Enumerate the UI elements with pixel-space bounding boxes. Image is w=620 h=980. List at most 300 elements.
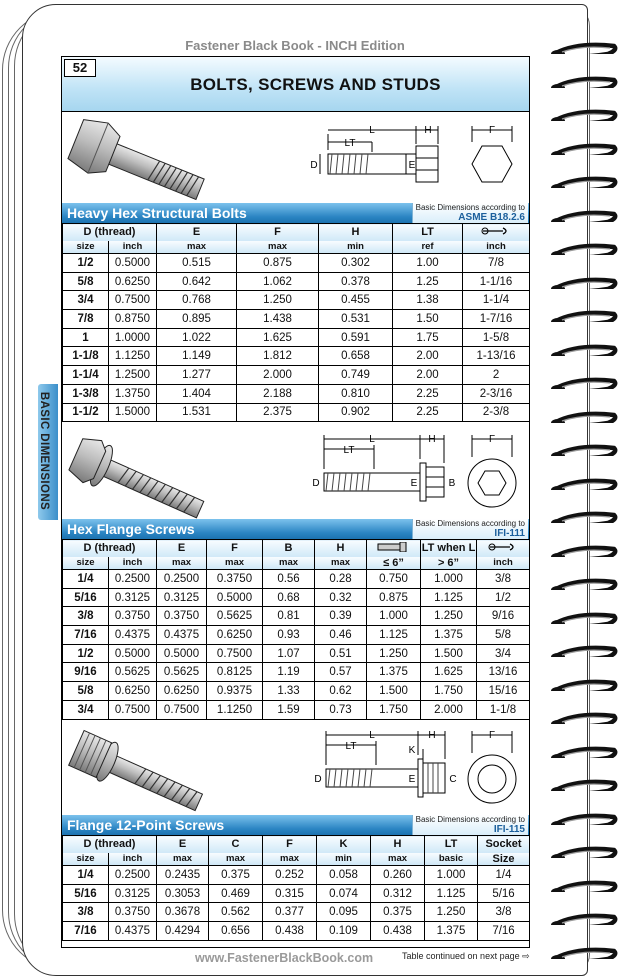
binding-coil — [548, 74, 620, 88]
12pt-end-view — [468, 731, 516, 803]
th-d-thread: D (thread) — [63, 540, 157, 557]
th-wrench-inch: inch — [463, 241, 530, 254]
cell-value: 0.6250 — [109, 682, 157, 701]
hex-flange-body — [63, 570, 530, 720]
cell-value: 3/8 — [478, 903, 530, 922]
th-f: F — [207, 540, 263, 557]
cell-size: 1-1/8 — [63, 347, 109, 366]
label-L: L — [369, 434, 375, 445]
cell-value: 1-1/8 — [477, 700, 530, 719]
th-b-max: max — [263, 557, 315, 570]
cell-value: 7/16 — [478, 922, 530, 941]
cell-value: 0.656 — [209, 922, 263, 941]
hex-flange-row — [63, 607, 530, 626]
cell-value: 0.642 — [157, 272, 237, 291]
cell-value: 1.59 — [263, 700, 315, 719]
heavy-hex-title: Heavy Hex Structural Bolts — [67, 205, 247, 221]
cell-value: 1.404 — [157, 384, 237, 403]
cell-value: 1.062 — [237, 272, 319, 291]
binding-coil — [548, 409, 620, 423]
content-frame — [61, 56, 530, 948]
th-e-max: max — [157, 241, 237, 254]
cell-value: 0.377 — [263, 903, 317, 922]
label-H: H — [428, 730, 436, 741]
hex-bolt-illustration — [66, 114, 210, 203]
hex-flange-row — [63, 663, 530, 682]
cell-size: 3/8 — [63, 903, 109, 922]
cell-value: 0.260 — [371, 866, 425, 885]
cell-value: 1.125 — [367, 626, 421, 645]
binding-coil — [548, 174, 620, 188]
binding-coil — [548, 710, 620, 724]
binding-coil — [548, 275, 620, 289]
cell-value: 0.3125 — [109, 588, 157, 607]
flange-12pt-diagram — [62, 723, 529, 815]
footer-url[interactable]: www.FastenerBlackBook.com — [195, 951, 374, 965]
heavy-hex-row — [63, 310, 530, 329]
std-prefix: Basic Dimensions according to — [415, 815, 525, 824]
hex-flange-row — [63, 570, 530, 589]
binding-coil — [548, 241, 620, 255]
cell-value: 2.000 — [237, 366, 319, 385]
cell-value: 0.3750 — [157, 607, 207, 626]
cell-size: 5/16 — [63, 884, 109, 903]
binding-coil — [548, 844, 620, 858]
binding-coil — [548, 308, 620, 322]
th-h-max: max — [371, 853, 425, 866]
cell-size: 7/16 — [63, 922, 109, 941]
cell-value: 1.1250 — [109, 347, 157, 366]
cell-value: 2-3/8 — [463, 403, 530, 422]
cell-value: 1.000 — [367, 607, 421, 626]
cell-value: 2 — [463, 366, 530, 385]
flange-12pt-standard — [412, 815, 528, 835]
cell-value: 0.32 — [315, 588, 367, 607]
cell-value: 1.375 — [421, 626, 477, 645]
cell-value: 0.62 — [315, 682, 367, 701]
flange-12pt-row — [63, 884, 530, 903]
th-lt-le6: ≤ 6” — [367, 557, 421, 570]
cell-value: 0.5000 — [109, 254, 157, 273]
cell-value: 0.39 — [315, 607, 367, 626]
cell-value: 0.438 — [263, 922, 317, 941]
cell-value: 1/2 — [477, 588, 530, 607]
hex-flange-title: Hex Flange Screws — [67, 521, 195, 537]
cell-size: 1-1/4 — [63, 366, 109, 385]
cell-value: 0.57 — [315, 663, 367, 682]
cell-value: 0.7500 — [207, 644, 263, 663]
cell-value: 3/4 — [477, 644, 530, 663]
wrench-icon — [477, 540, 530, 557]
cell-value: 0.6250 — [109, 272, 157, 291]
cell-value: 1.125 — [421, 588, 477, 607]
cell-value: 1-13/16 — [463, 347, 530, 366]
cell-value: 0.5000 — [207, 588, 263, 607]
hex-flange-row — [63, 626, 530, 645]
th-k-min: min — [317, 853, 371, 866]
cell-value: 2.25 — [393, 384, 463, 403]
label-E: E — [408, 774, 416, 785]
std-name: IFI-111 — [494, 528, 525, 539]
cell-value: 2.25 — [393, 403, 463, 422]
cell-value: 1.625 — [237, 328, 319, 347]
th-f: F — [237, 224, 319, 241]
cell-value: 0.658 — [319, 347, 393, 366]
cell-value: 0.5000 — [157, 644, 207, 663]
th-d-thread: D (thread) — [63, 224, 157, 241]
flange-12pt-row — [63, 866, 530, 885]
cell-value: 0.095 — [317, 903, 371, 922]
th-lt-ref: ref — [393, 241, 463, 254]
cell-size: 1/4 — [63, 866, 109, 885]
book-title: Fastener Black Book - INCH Edition — [185, 38, 405, 53]
th-lt-when-l: LT when L — [421, 540, 477, 557]
cell-value: 1.25 — [393, 272, 463, 291]
cell-size: 3/8 — [63, 607, 109, 626]
cell-value: 1-1/16 — [463, 272, 530, 291]
cell-value: 0.68 — [263, 588, 315, 607]
flange-12pt-drawing — [62, 723, 529, 815]
cell-value: 0.5000 — [109, 644, 157, 663]
th-lt-gt6: > 6” — [421, 557, 477, 570]
cell-value: 1.812 — [237, 347, 319, 366]
th-c-max: max — [209, 853, 263, 866]
page-number: 52 — [64, 59, 96, 77]
cell-value: 0.562 — [209, 903, 263, 922]
cell-value: 0.058 — [317, 866, 371, 885]
cell-value: 1.5000 — [109, 403, 157, 422]
cell-value: 0.375 — [371, 903, 425, 922]
cell-value: 0.3125 — [109, 884, 157, 903]
binding-coil — [548, 643, 620, 657]
cell-value: 0.5625 — [157, 663, 207, 682]
cell-value: 0.56 — [263, 570, 315, 589]
cell-value: 0.46 — [315, 626, 367, 645]
cell-value: 0.2500 — [109, 570, 157, 589]
cell-value: 1.250 — [237, 291, 319, 310]
cell-value: 1.33 — [263, 682, 315, 701]
cell-value: 1.75 — [393, 328, 463, 347]
th-wrench-inch: inch — [477, 557, 530, 570]
th-inch: inch — [109, 853, 157, 866]
cell-value: 1.000 — [425, 866, 478, 885]
cell-value: 0.51 — [315, 644, 367, 663]
wrench-icon — [463, 224, 530, 241]
binding-coil — [548, 107, 620, 121]
cell-value: 0.73 — [315, 700, 367, 719]
cell-value: 1.250 — [367, 644, 421, 663]
heavy-hex-row — [63, 291, 530, 310]
heavy-hex-row — [63, 254, 530, 273]
cell-value: 0.4294 — [157, 922, 209, 941]
cell-value: 0.9375 — [207, 682, 263, 701]
cell-size: 5/8 — [63, 682, 109, 701]
heavy-hex-row — [63, 384, 530, 403]
binding-coil — [548, 141, 620, 155]
label-H: H — [428, 434, 436, 445]
cell-value: 0.3053 — [157, 884, 209, 903]
heavy-hex-standard — [412, 203, 528, 223]
th-e: E — [157, 540, 207, 557]
binding-coil — [548, 442, 620, 456]
cell-value: 0.515 — [157, 254, 237, 273]
cell-value: 1-5/8 — [463, 328, 530, 347]
hex-flange-row — [63, 644, 530, 663]
cell-value: 0.2500 — [157, 570, 207, 589]
label-C: C — [449, 774, 457, 785]
std-name: ASME B18.2.6 — [458, 212, 525, 223]
binding-coil — [548, 811, 620, 825]
cell-value: 0.7500 — [109, 700, 157, 719]
label-L: L — [369, 730, 375, 741]
th-inch: inch — [109, 557, 157, 570]
cell-value: 1.125 — [425, 884, 478, 903]
cell-value: 1.375 — [367, 663, 421, 682]
cell-size: 1 — [63, 328, 109, 347]
std-prefix: Basic Dimensions according to — [415, 519, 525, 528]
binding-coil — [548, 677, 620, 691]
cell-value: 0.4375 — [109, 626, 157, 645]
cell-value: 1.00 — [393, 254, 463, 273]
cell-value: 2.000 — [421, 700, 477, 719]
cell-value: 0.902 — [319, 403, 393, 422]
cell-value: 1.250 — [421, 607, 477, 626]
cell-value: 1.2500 — [109, 366, 157, 385]
cell-value: 0.895 — [157, 310, 237, 329]
cell-value: 2.00 — [393, 366, 463, 385]
label-E: E — [408, 160, 416, 171]
cell-value: 0.8750 — [109, 310, 157, 329]
cell-value: 1.750 — [421, 682, 477, 701]
cell-value: 0.4375 — [157, 626, 207, 645]
cell-value: 0.875 — [367, 588, 421, 607]
cell-value: 0.315 — [263, 884, 317, 903]
binding-coil — [548, 610, 620, 624]
heavy-hex-row — [63, 403, 530, 422]
binding-coil — [548, 509, 620, 523]
cell-value: 1.0000 — [109, 328, 157, 347]
th-h-max: max — [315, 557, 367, 570]
cell-value: 0.81 — [263, 607, 315, 626]
binding-coil — [548, 576, 620, 590]
th-size: size — [63, 853, 109, 866]
cell-value: 9/16 — [477, 607, 530, 626]
cell-value: 1.375 — [425, 922, 478, 941]
cell-value: 5/8 — [477, 626, 530, 645]
cell-size: 1/2 — [63, 644, 109, 663]
th-lt-basic: basic — [425, 853, 478, 866]
binding-coil — [548, 342, 620, 356]
binding-coil — [548, 744, 620, 758]
binding-coil — [548, 375, 620, 389]
flange-12pt-side-view — [326, 731, 445, 797]
cell-size: 1/2 — [63, 254, 109, 273]
flange-12pt-title: Flange 12-Point Screws — [67, 817, 225, 833]
cell-value: 0.3750 — [109, 903, 157, 922]
cell-value: 0.375 — [209, 866, 263, 885]
cell-value: 15/16 — [477, 682, 530, 701]
cell-value: 2.188 — [237, 384, 319, 403]
std-name: IFI-115 — [493, 824, 525, 835]
hex-flange-standard — [412, 519, 528, 539]
cell-value: 2.00 — [393, 347, 463, 366]
label-E: E — [410, 478, 418, 489]
cell-value: 0.750 — [367, 570, 421, 589]
cell-size: 3/4 — [63, 700, 109, 719]
cell-value: 0.2435 — [157, 866, 209, 885]
th-f-max: max — [263, 853, 317, 866]
12-point-flange-screw-illustration — [68, 729, 207, 815]
th-h: H — [319, 224, 393, 241]
cell-size: 7/16 — [63, 626, 109, 645]
cell-value: 0.109 — [317, 922, 371, 941]
heavy-hex-row — [63, 347, 530, 366]
hex-flange-screw-illustration — [67, 433, 210, 519]
hex-flange-row — [63, 682, 530, 701]
cell-value: 1.3750 — [109, 384, 157, 403]
th-size: size — [63, 557, 109, 570]
cell-value: 1.1250 — [207, 700, 263, 719]
heavy-hex-row — [63, 272, 530, 291]
cell-value: 0.768 — [157, 291, 237, 310]
cell-value: 1.022 — [157, 328, 237, 347]
cell-value: 0.2500 — [109, 866, 157, 885]
cell-value: 0.438 — [371, 922, 425, 941]
cell-value: 13/16 — [477, 663, 530, 682]
cell-value: 0.591 — [319, 328, 393, 347]
label-F: F — [488, 125, 496, 136]
cell-value: 0.5625 — [207, 607, 263, 626]
th-h: H — [315, 540, 367, 557]
cell-value: 1.07 — [263, 644, 315, 663]
cell-value: 1.149 — [157, 347, 237, 366]
cell-value: 1.250 — [425, 903, 478, 922]
cell-value: 1.50 — [393, 310, 463, 329]
label-H: H — [424, 125, 432, 136]
th-k: K — [317, 836, 371, 853]
cell-size: 5/8 — [63, 272, 109, 291]
label-L: L — [369, 125, 375, 136]
cell-value: 0.875 — [237, 254, 319, 273]
cell-value: 7/8 — [463, 254, 530, 273]
label-D: D — [310, 160, 318, 171]
th-d-thread: D (thread) — [63, 836, 157, 853]
heavy-hex-drawing — [62, 112, 529, 203]
cell-value: 0.3750 — [109, 607, 157, 626]
th-h: H — [371, 836, 425, 853]
cell-value: 0.3750 — [207, 570, 263, 589]
hex-flange-diagram — [62, 427, 529, 519]
th-size: size — [63, 241, 109, 254]
label-LT: LT — [344, 138, 356, 149]
page-title: BOLTS, SCREWS AND STUDS — [190, 75, 441, 94]
cell-value: 0.3678 — [157, 903, 209, 922]
hex-flange-side-view — [324, 435, 444, 501]
cell-value: 1.277 — [157, 366, 237, 385]
cell-value: 1.500 — [421, 644, 477, 663]
label-F: F — [488, 434, 496, 445]
cell-value: 0.312 — [371, 884, 425, 903]
th-socket-size: Size — [478, 853, 530, 866]
cell-value: 1.000 — [421, 570, 477, 589]
bolt-icon — [367, 540, 421, 557]
cell-value: 1.500 — [367, 682, 421, 701]
flange-12pt-row — [63, 922, 530, 941]
hex-flange-row — [63, 700, 530, 719]
label-F: F — [488, 730, 496, 741]
cell-value: 1.750 — [367, 700, 421, 719]
cell-size: 5/16 — [63, 588, 109, 607]
binding-coil — [548, 777, 620, 791]
cell-value: 0.3125 — [157, 588, 207, 607]
cell-value: 1.19 — [263, 663, 315, 682]
th-inch: inch — [109, 241, 157, 254]
cell-value: 5/16 — [478, 884, 530, 903]
flange-12pt-table — [62, 835, 530, 941]
cell-size: 3/4 — [63, 291, 109, 310]
cell-size: 9/16 — [63, 663, 109, 682]
label-LT: LT — [343, 445, 355, 456]
th-f-max: max — [237, 241, 319, 254]
cell-value: 0.8125 — [207, 663, 263, 682]
th-c: C — [209, 836, 263, 853]
hex-flange-row — [63, 588, 530, 607]
flange-12pt-body — [63, 866, 530, 941]
cell-value: 1.531 — [157, 403, 237, 422]
flange-end-view — [468, 435, 516, 507]
binding-coil — [548, 476, 620, 490]
th-lt: LT — [393, 224, 463, 241]
cell-value: 0.252 — [263, 866, 317, 885]
cell-size: 1/4 — [63, 570, 109, 589]
cell-value: 2-3/16 — [463, 384, 530, 403]
th-e: E — [157, 836, 209, 853]
heavy-hex-side-view — [320, 126, 438, 182]
page-header — [62, 57, 529, 112]
cell-value: 1-7/16 — [463, 310, 530, 329]
th-e-max: max — [157, 853, 209, 866]
binding-coil — [548, 543, 620, 557]
cell-value: 1.38 — [393, 291, 463, 310]
cell-value: 0.4375 — [109, 922, 157, 941]
cell-value: 1-1/4 — [463, 291, 530, 310]
cell-value: 0.469 — [209, 884, 263, 903]
hex-flange-drawing — [62, 427, 529, 519]
cell-value: 0.7500 — [109, 291, 157, 310]
cell-value: 1/4 — [478, 866, 530, 885]
th-f-max: max — [207, 557, 263, 570]
heavy-hex-table — [62, 223, 530, 422]
th-e-max: max — [157, 557, 207, 570]
heavy-hex-row — [63, 328, 530, 347]
heavy-hex-row — [63, 366, 530, 385]
flange-12pt-section-bar — [62, 815, 529, 835]
cell-value: 0.531 — [319, 310, 393, 329]
label-D: D — [312, 478, 320, 489]
cell-value: 0.93 — [263, 626, 315, 645]
cell-value: 0.28 — [315, 570, 367, 589]
th-lt: LT — [425, 836, 478, 853]
std-prefix: Basic Dimensions according to — [415, 203, 525, 212]
cell-size: 7/8 — [63, 310, 109, 329]
cell-value: 3/8 — [477, 570, 530, 589]
binding-coil — [548, 208, 620, 222]
cell-size: 1-3/8 — [63, 384, 109, 403]
label-B: B — [448, 478, 456, 489]
binding-coil — [548, 945, 620, 959]
cell-value: 0.074 — [317, 884, 371, 903]
cell-value: 1.625 — [421, 663, 477, 682]
